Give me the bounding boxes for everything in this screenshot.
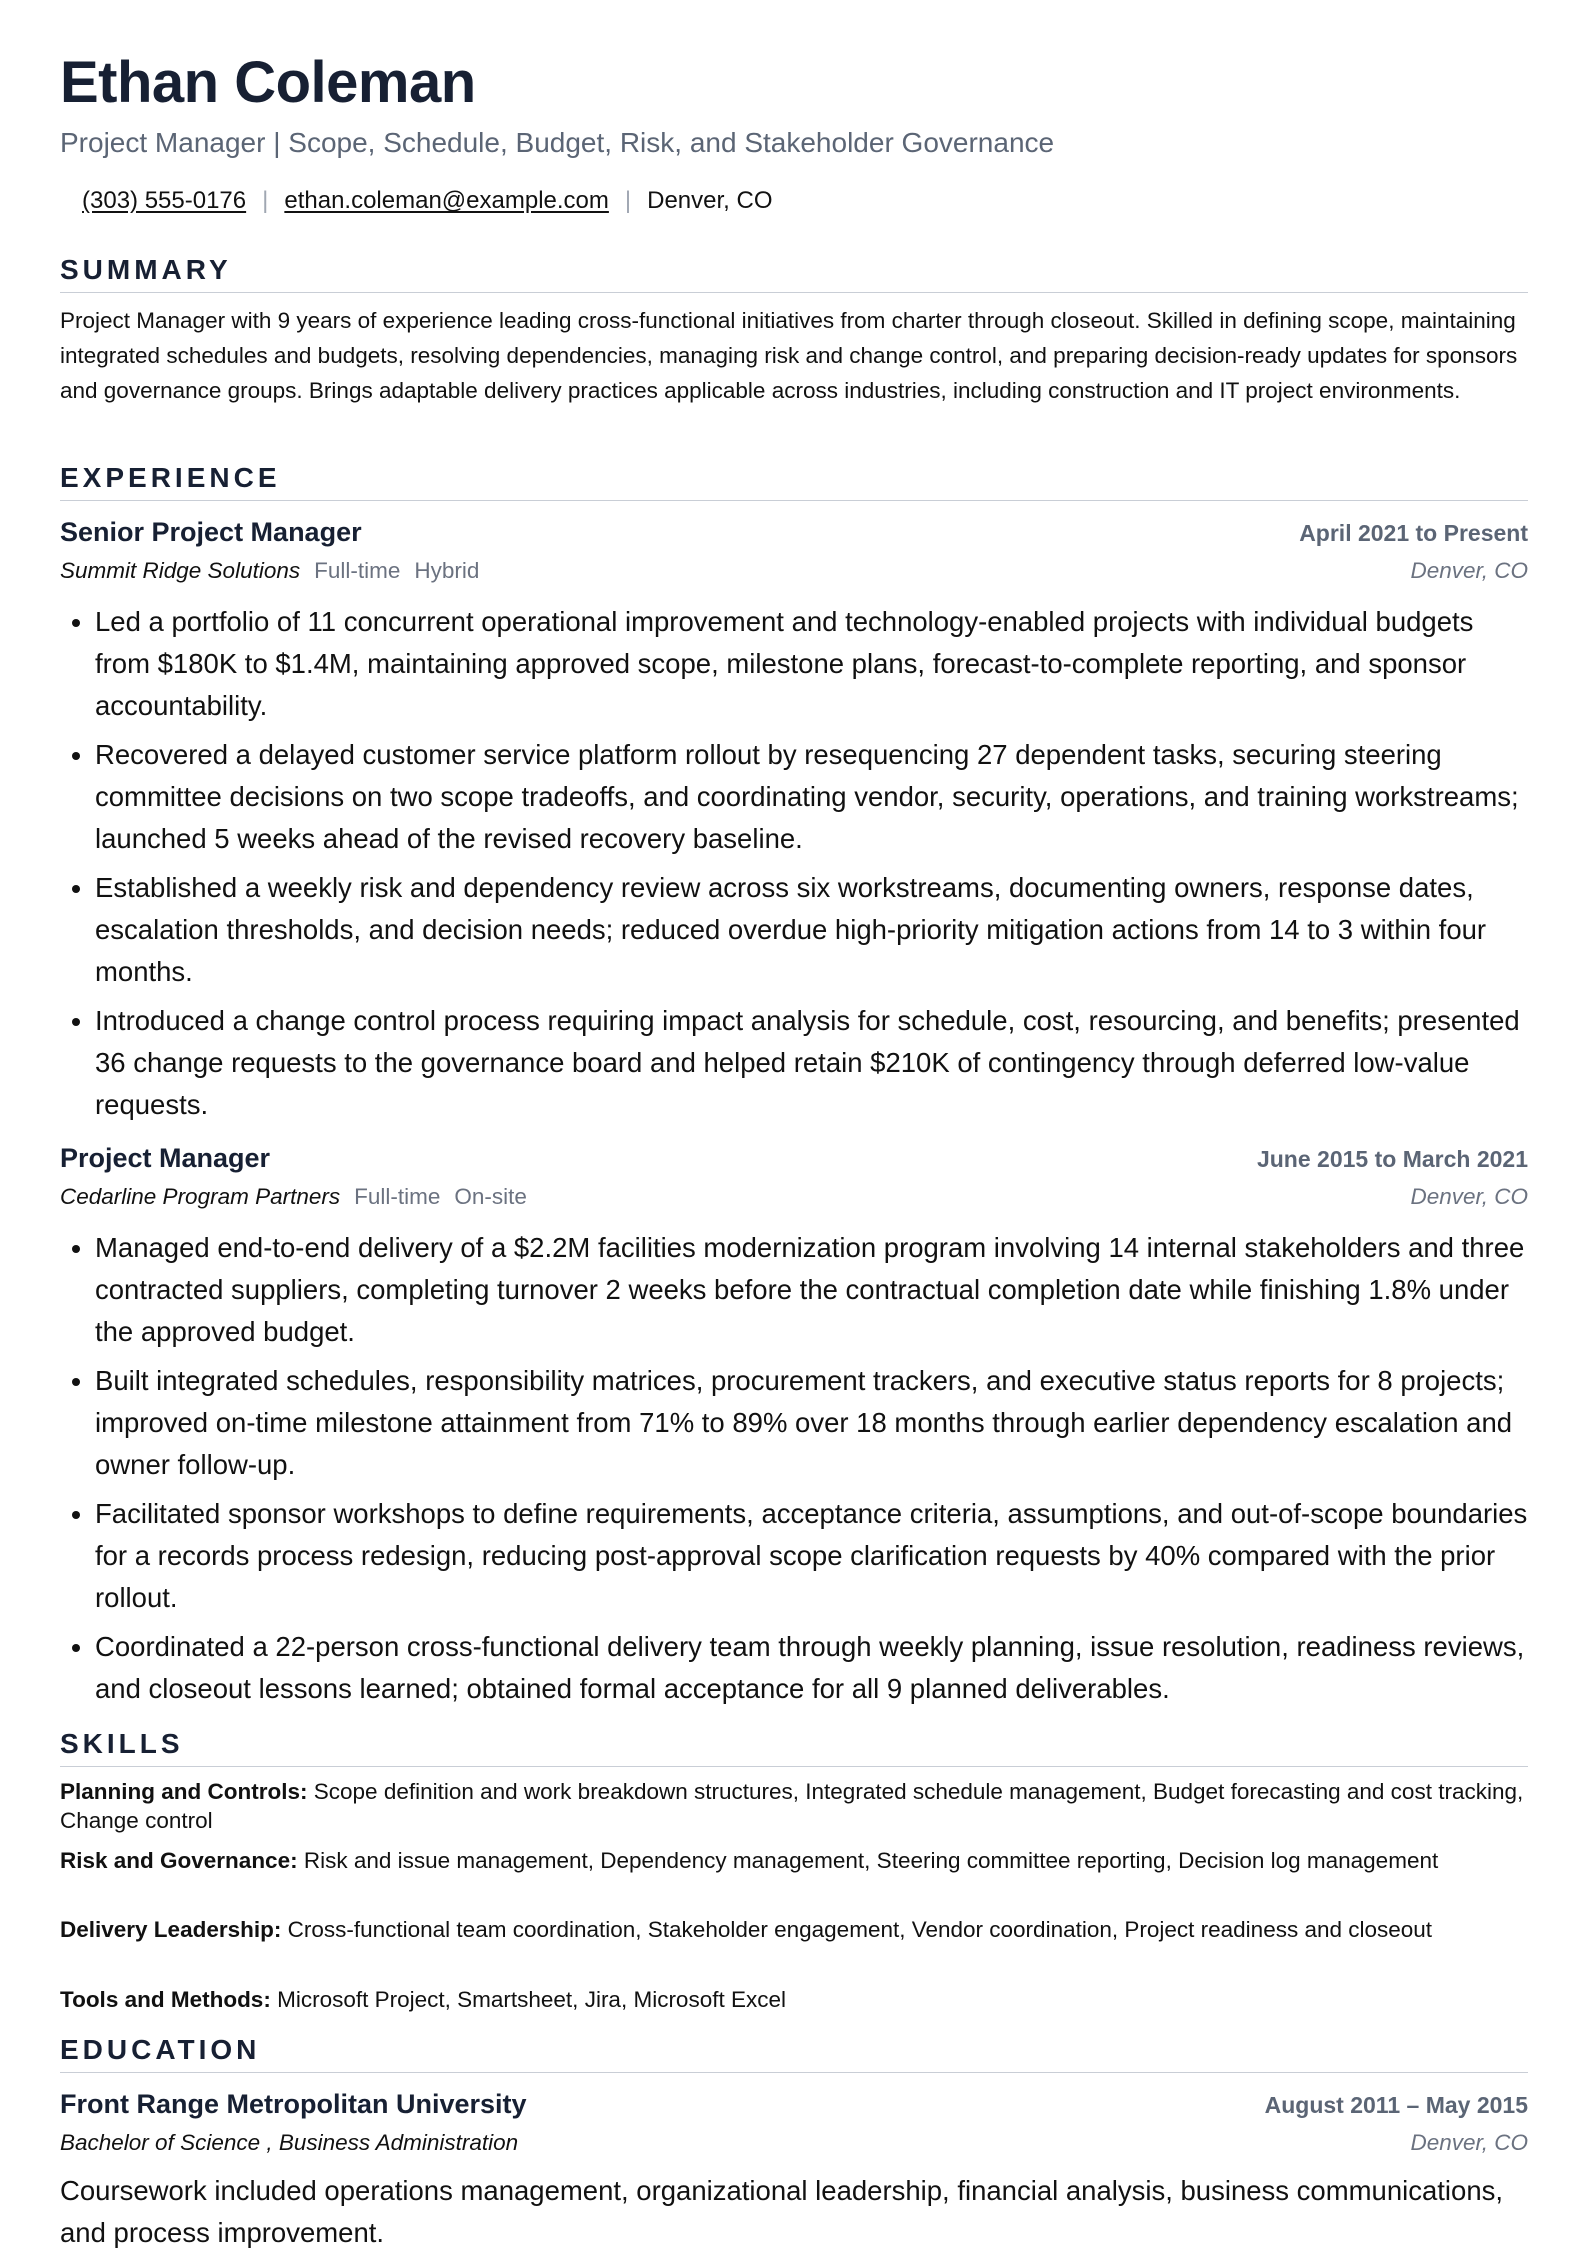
skill-line <box>60 1915 1528 1944</box>
skill-line <box>60 1777 1528 1835</box>
skill-label: Planning and Controls: <box>60 1779 308 1804</box>
coursework-text: Coursework included operations management, organizational leadership, financial analysis, business communications, and process improvement. <box>60 2175 1504 2248</box>
skill-line <box>60 1985 1528 2014</box>
contact-line <box>82 187 773 216</box>
location-text: Denver, CO <box>647 187 773 214</box>
list-item: • Managed end-to-end delivery of a $2.2M facilities modernization program involving 14 internal stakeholders and three contracted suppliers, completing turnover 2 weeks before the contractual completion date while finishing 1.8% under the approved budget. <box>95 1227 1528 1353</box>
list-item: • Established a weekly risk and dependency review across six workstreams, documenting owners, response dates, escalation thresholds, and decision needs; reduced overdue high-priority mitigation actions from 14 to 3 within four months. <box>95 867 1528 993</box>
skill-value: Risk and issue management, Dependency management, Steering committee reporting, Decision log management <box>303 1848 1439 1873</box>
skill-label: Risk and Governance: <box>60 1848 298 1873</box>
school-name: Front Range Metropolitan University <box>60 2089 527 2119</box>
list-item: • Facilitated sponsor workshops to define requirements, acceptance criteria, assumptions, and out-of-scope boundaries for a records process redesign, reducing post-approval scope clarification requests by 40% compared with the prior rollout. <box>95 1493 1528 1619</box>
section-title-education: EDUCATION <box>60 2033 1528 2073</box>
section-title-experience: EXPERIENCE <box>60 461 1528 501</box>
phone-link[interactable]: (303) 555-0176 <box>82 187 247 214</box>
job-location: Denver, CO <box>1410 1184 1528 1209</box>
work-mode: Hybrid <box>414 558 480 583</box>
candidate-name: Ethan Coleman <box>60 50 476 115</box>
work-mode: On-site <box>454 1184 527 1209</box>
employment-type: Full-time <box>354 1184 441 1209</box>
contact-separator: | <box>624 187 632 214</box>
job-dates: April 2021 to Present <box>1299 520 1528 546</box>
skill-line <box>60 1846 1528 1875</box>
list-item: • Coordinated a 22-person cross-functional delivery team through weekly planning, issue resolution, readiness reviews, and closeout lessons learned; obtained formal acceptance for all 9 planned deliverables. <box>95 1626 1528 1710</box>
skill-value: Cross-functional team coordination, Stakeholder engagement, Vendor coordination, Project readiness and closeout <box>287 1917 1433 1942</box>
company-name: Cedarline Program Partners <box>60 1184 341 1209</box>
skill-label: Tools and Methods: <box>60 1987 271 2012</box>
education-location: Denver, CO <box>1410 2130 1528 2155</box>
job-bullets <box>60 1227 1528 1717</box>
employment-type: Full-time <box>314 558 401 583</box>
skill-value: Scope definition and work breakdown structures, Integrated schedule management, Budget forecasting and cost tracking, Change control <box>60 1779 1524 1833</box>
education-dates: August 2011 – May 2015 <box>1264 2092 1528 2118</box>
contact-separator: | <box>262 187 269 214</box>
section-title-summary: SUMMARY <box>60 253 1528 293</box>
job-location: Denver, CO <box>1410 558 1528 583</box>
skill-label: Delivery Leadership: <box>60 1917 282 1942</box>
summary-text: Project Manager with 9 years of experience leading cross-functional initiatives from charter through closeout. Skilled in defining scope, maintaining integrated schedules and budgets, resolving dependencies, managing risk and change control, and preparing decision-ready updates for sponsors and governance groups. Brings adaptable delivery practices applicable across industries, including construction and IT project environments. <box>60 308 1518 403</box>
list-item: • Recovered a delayed customer service platform rollout by resequencing 27 dependent tasks, securing steering committee decisions on two scope tradeoffs, and coordinating vendor, security, operations, and training workstreams; launched 5 weeks ahead of the revised recovery baseline. <box>95 734 1528 860</box>
candidate-headline: Project Manager | Scope, Schedule, Budget, Risk, and Stakeholder Governance <box>60 127 1055 158</box>
company-name: Summit Ridge Solutions <box>60 558 301 583</box>
email-link[interactable]: ethan.coleman@example.com <box>284 187 609 214</box>
job-dates: June 2015 to March 2021 <box>1256 1146 1528 1172</box>
job-bullets <box>60 601 1528 1133</box>
skill-value: Microsoft Project, Smartsheet, Jira, Microsoft Excel <box>277 1987 786 2012</box>
list-item: • Led a portfolio of 11 concurrent operational improvement and technology-enabled projects with individual budgets from $180K to $1.4M, maintaining approved scope, milestone plans, forecast-to-complete reporting, and sponsor accountability. <box>95 601 1528 727</box>
job-company-line <box>60 557 479 584</box>
list-item: • Introduced a change control process requiring impact analysis for schedule, cost, resourcing, and benefits; presented 36 change requests to the governance board and helped retain $210K of contingency through deferred low-value requests. <box>95 1000 1528 1126</box>
degree-line <box>60 2129 518 2156</box>
job-title: Project Manager <box>60 1143 271 1173</box>
job-title: Senior Project Manager <box>60 517 362 547</box>
list-item: • Built integrated schedules, responsibility matrices, procurement trackers, and executive status reports for 8 projects; improved on-time milestone attainment from 71% to 89% over 18 months through earlier dependency escalation and owner follow-up. <box>95 1360 1528 1486</box>
job-company-line <box>60 1183 527 1210</box>
section-title-skills: SKILLS <box>60 1727 1528 1767</box>
degree-name: Bachelor of Science , Business Administration <box>60 2130 519 2155</box>
